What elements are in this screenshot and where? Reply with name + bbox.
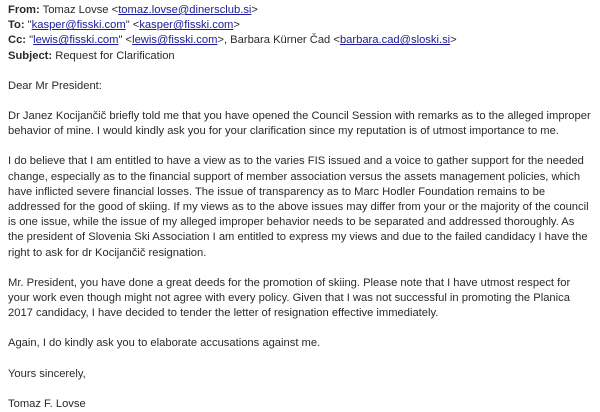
paragraph-2: I do believe that I am entitled to have a view as to the varies FIS issued and a voice to gather support for the needed change, especially as to the financial support of member association versus the assets management policies, which have inflicted severe financial losses. The issue of transparency as to Marc Hodler Foundation remains to be addressed for the good of skiing. If my views as to the above issues may differ from your or the majority of the council is one issue, while the issue of my alleged improper behavior needs to be separated and addressed thoroughly. As the president of Slovenia Ski Association I am entitled to express my views and due to the failed candidacy I have the right to ask for dr Kocijančič resignation. <box>8 155 589 259</box>
cc-label: Cc: <box>8 34 27 47</box>
to-label: To: <box>8 19 25 32</box>
to-line: To: "kasper@fisski.com" <kasper@fisski.com> <box>8 19 240 32</box>
cc-name-2: Barbara Kürner Čad <box>230 34 331 47</box>
to-email-link[interactable]: kasper@fisski.com <box>139 19 234 32</box>
greeting: Dear Mr President: <box>8 79 102 92</box>
from-line: From: Tomaz Lovse <tomaz.lovse@dinersclub.si> <box>8 4 258 16</box>
paragraph-3: Mr. President, you have done a great deeds for the promotion of skiing. Please note that I have utmost respect for your work even though might not agree with every policy. Given that I was not successful in promoting the Planica 2017 candidacy, I have decided to tender the letter of resignation effective immediately. <box>8 276 571 320</box>
signature: Tomaz F. Lovse <box>8 397 86 410</box>
cc-line: Cc: "lewis@fisski.com" <lewis@fisski.com>, Barbara Kürner Čad <barbara.cad@sloski.si> <box>8 34 457 47</box>
cc-quoted-email-link[interactable]: lewis@fisski.com <box>33 34 119 47</box>
from-email-link[interactable]: tomaz.lovse@dinersclub.si <box>118 4 252 16</box>
paragraph-1: Dr Janez Kocijančič briefly told me that you have opened the Council Session with remarks as to the alleged improper behavior of mine. I would kindly ask you for your clarification since my reputation is of utmost importance to me. <box>8 110 591 138</box>
cc-email-link-2[interactable]: barbara.cad@sloski.si <box>339 34 451 47</box>
to-quoted-email-link[interactable]: kasper@fisski.com <box>31 19 126 32</box>
subject-line <box>8 49 592 64</box>
subject-label: Subject: <box>8 49 53 62</box>
from-label: From: <box>8 4 40 16</box>
from-name: Tomaz Lovse <box>42 4 109 16</box>
cc-email-link[interactable]: lewis@fisski.com <box>132 34 218 47</box>
paragraph-4: Again, I do kindly ask you to elaborate accusations against me. <box>8 337 321 350</box>
subject-text: Request for Clarification <box>55 49 175 62</box>
closing: Yours sincerely, <box>8 367 86 380</box>
